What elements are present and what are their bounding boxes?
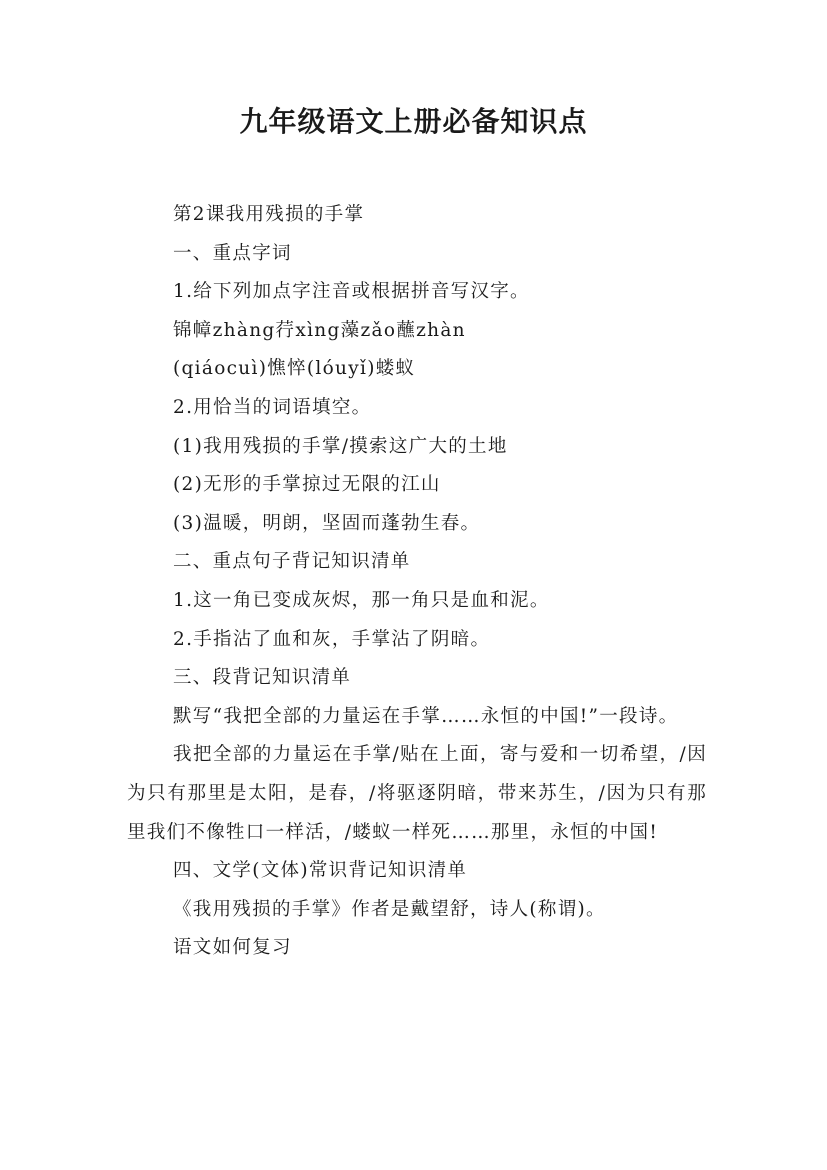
exercise-2-item-3: (3)温暖，明朗，坚固而蓬勃生春。 (173, 512, 481, 534)
exercise-2-item-2: (2)无形的手掌掠过无限的江山 (173, 474, 441, 496)
passage-poem-text: 我把全部的力量运在手掌/贴在上面，寄与爱和一切希望，/因为只有那里是太阳，是春，/将驱逐阴暗，带来苏生，/因为只有那里我们不像牲口一样活，/蝼蚁一样死……那里，永恒的中国! (127, 744, 707, 843)
passage-instruction: 默写“我把全部的力量运在手掌……永恒的中国!”一段诗。 (173, 705, 679, 727)
lesson-heading: 第2课我用残损的手掌 (173, 204, 365, 225)
exercise-2-prompt: 2.用恰当的词语填空。 (173, 396, 372, 418)
exercise-1-words-line-1: 锦幛zhàng荇xìng藻zǎo蘸zhàn (173, 319, 466, 341)
key-sentence-1: 1.这一角已变成灰烬，那一角只是血和泥。 (173, 589, 550, 611)
section-heading-passage: 三、段背记知识清单 (173, 667, 352, 689)
exercise-1-prompt: 1.给下列加点字注音或根据拼音写汉字。 (173, 281, 530, 303)
document-body (127, 196, 707, 968)
section-heading-key-words: 一、重点字词 (173, 242, 292, 264)
section-heading-key-sentences: 二、重点句子背记知识清单 (173, 551, 411, 573)
author-note: 《我用残损的手掌》作者是戴望舒，诗人(称谓)。 (173, 898, 606, 920)
review-heading: 语文如何复习 (173, 937, 292, 959)
section-heading-literary-knowledge: 四、文学(文体)常识背记知识清单 (173, 860, 468, 882)
document-title: 九年级语文上册必备知识点 (239, 105, 588, 138)
exercise-1-words-line-2: (qiáocuì)憔悴(lóuyǐ)蝼蚁 (173, 358, 416, 380)
exercise-2-item-1: (1)我用残损的手掌/摸索这广大的土地 (173, 435, 508, 457)
key-sentence-2: 2.手指沾了血和灰，手掌沾了阴暗。 (173, 628, 491, 650)
